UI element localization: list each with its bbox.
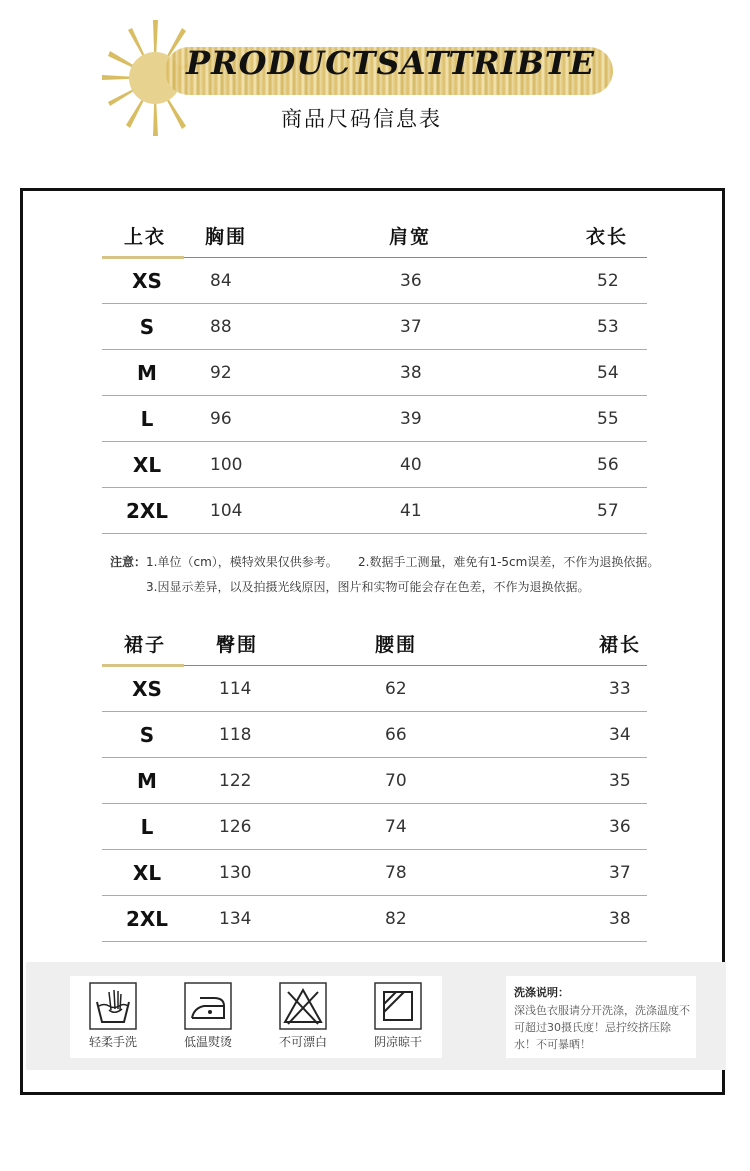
value-c: 38: [609, 909, 631, 929]
value-b: 74: [385, 817, 407, 837]
size-cell: XL: [132, 861, 162, 885]
size-cell: L: [140, 407, 154, 431]
value-a: 118: [219, 725, 252, 745]
value-b: 62: [385, 679, 407, 699]
table-row: [102, 442, 647, 488]
care-section: [26, 962, 726, 1070]
header-col-3: 衣长: [586, 226, 629, 248]
care-item-hand-wash: [73, 982, 153, 1050]
value-b: 78: [385, 863, 407, 883]
size-cell: L: [140, 815, 154, 839]
table-row: [102, 396, 647, 442]
table-row: [102, 666, 647, 712]
value-b: 40: [400, 455, 422, 475]
table-header: [102, 222, 647, 258]
care-icons-box: [70, 976, 442, 1058]
page-subtitle: 商品尺码信息表: [281, 107, 442, 131]
header-category: 上衣: [124, 226, 167, 248]
care-label: 轻柔手洗: [88, 1035, 137, 1049]
value-a: 92: [210, 363, 232, 383]
note-3: 3.因显示差异，以及拍摄光线原因，图片和实物可能会存在色差，不作为退换依据。: [146, 580, 590, 594]
value-c: 54: [597, 363, 619, 383]
value-c: 33: [609, 679, 631, 699]
table-row: [102, 758, 647, 804]
hand-wash-icon: [89, 982, 137, 1030]
value-b: 38: [400, 363, 422, 383]
value-a: 84: [210, 271, 232, 291]
care-label: 不可漂白: [278, 1035, 327, 1049]
value-b: 41: [400, 501, 422, 521]
wash-instructions: [506, 976, 696, 1058]
note-label: 注意：: [110, 555, 147, 569]
header-col-1: 臀围: [216, 634, 259, 656]
value-c: 35: [609, 771, 631, 791]
size-cell: M: [137, 769, 157, 793]
value-b: 39: [400, 409, 422, 429]
value-a: 104: [210, 501, 243, 521]
note-line-1: [110, 553, 338, 570]
wash-title: 洗涤说明：: [514, 986, 569, 999]
shade-dry-icon: [374, 982, 422, 1030]
table-row: [102, 488, 647, 534]
value-c: 53: [597, 317, 619, 337]
value-c: 52: [597, 271, 619, 291]
value-b: 70: [385, 771, 407, 791]
header-col-1: 胸围: [205, 226, 248, 248]
value-a: 130: [219, 863, 252, 883]
note-2: 2.数据手工测量，难免有1-5cm误差，不作为退换依据。: [358, 555, 660, 569]
size-cell: S: [139, 315, 155, 339]
value-c: 36: [609, 817, 631, 837]
care-label: 阴凉晾干: [373, 1035, 422, 1049]
table-row: [102, 712, 647, 758]
value-c: 34: [609, 725, 631, 745]
value-a: 96: [210, 409, 232, 429]
size-cell: XL: [132, 453, 162, 477]
value-b: 66: [385, 725, 407, 745]
table-row: [102, 304, 647, 350]
note-1: 1.单位（cm），模特效果仅供参考。: [146, 555, 338, 569]
value-a: 134: [219, 909, 252, 929]
size-cell: XS: [132, 269, 162, 293]
value-b: 37: [400, 317, 422, 337]
wash-text: 深浅色衣服请分开洗涤，洗涤温度不可超过30摄氏度！忌拧绞挤压除水！不可暴晒！: [514, 1004, 690, 1051]
brand-title: PRODUCTSATTRIBTE: [186, 44, 595, 82]
table-row: [102, 350, 647, 396]
header-col-2: 肩宽: [389, 226, 432, 248]
value-c: 57: [597, 501, 619, 521]
care-item-shade-dry: [358, 982, 438, 1050]
table-row: [102, 258, 647, 304]
header-col-3: 裙长: [599, 634, 642, 656]
no-bleach-icon: [279, 982, 327, 1030]
skirt-size-table: [102, 630, 647, 942]
value-a: 114: [219, 679, 252, 699]
size-cell: S: [139, 723, 155, 747]
size-cell: M: [137, 361, 157, 385]
table-header: [102, 630, 647, 666]
care-item-low-iron: [168, 982, 248, 1050]
size-cell: 2XL: [125, 907, 169, 931]
header-col-2: 腰围: [375, 634, 418, 656]
value-c: 56: [597, 455, 619, 475]
value-a: 100: [210, 455, 243, 475]
header-category: 裙子: [124, 634, 167, 656]
value-c: 55: [597, 409, 619, 429]
value-b: 82: [385, 909, 407, 929]
table-row: [102, 850, 647, 896]
care-label: 低温熨烫: [183, 1035, 232, 1049]
size-cell: 2XL: [125, 499, 169, 523]
top-size-table: [102, 222, 647, 534]
value-c: 37: [609, 863, 631, 883]
header: [0, 0, 750, 160]
value-a: 88: [210, 317, 232, 337]
low-iron-icon: [184, 982, 232, 1030]
table-row: [102, 804, 647, 850]
table-row: [102, 896, 647, 942]
value-b: 36: [400, 271, 422, 291]
size-cell: XS: [132, 677, 162, 701]
value-a: 126: [219, 817, 252, 837]
care-item-no-bleach: [263, 982, 343, 1050]
value-a: 122: [219, 771, 252, 791]
